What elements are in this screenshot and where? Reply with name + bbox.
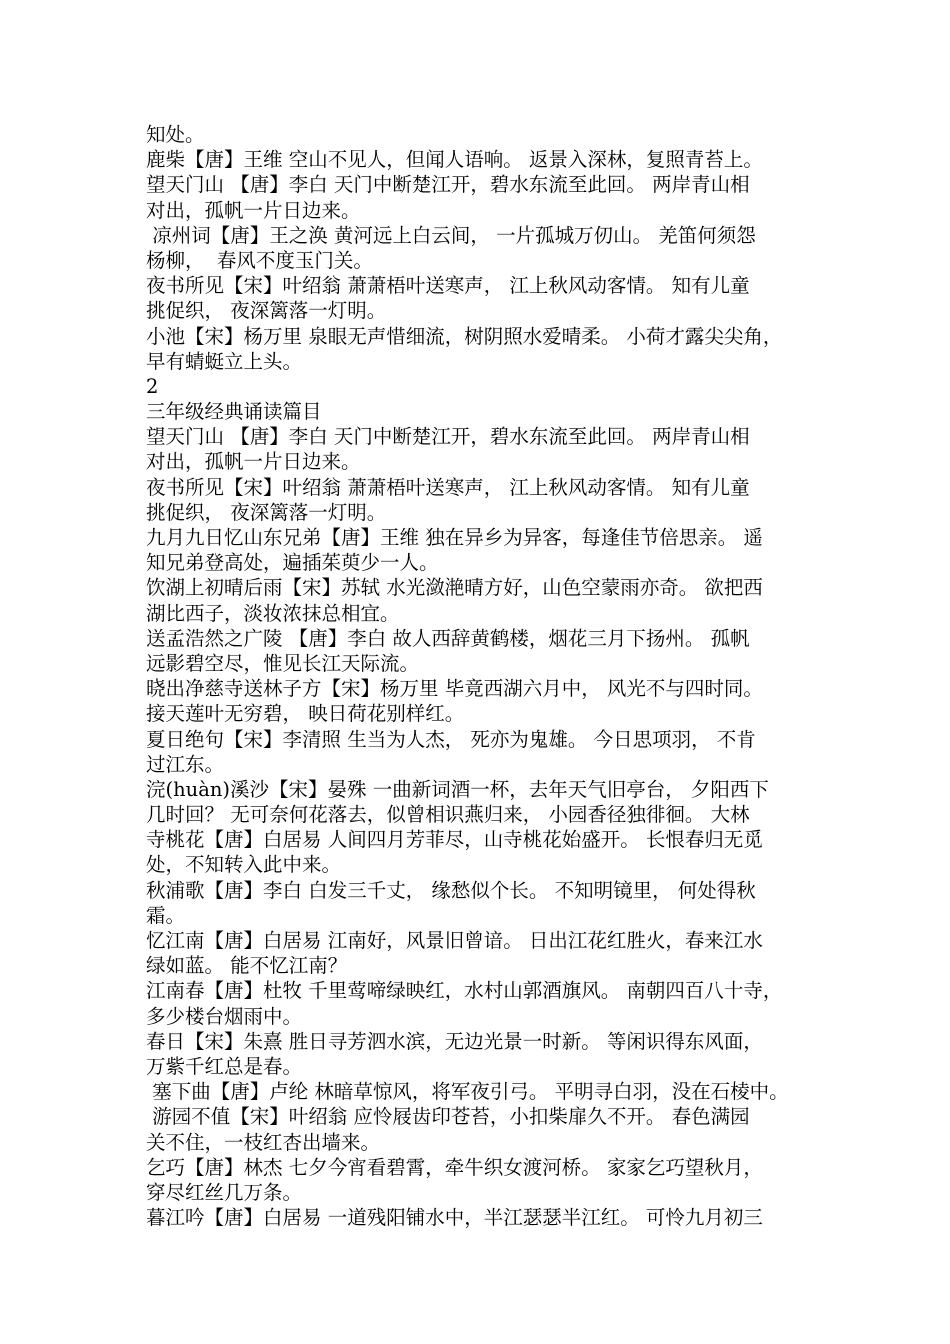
text-line: 秋浦歌【唐】李白 白发三千丈， 缘愁似个长。 不知明镜里， 何处得秋 — [146, 878, 756, 902]
text-line: 乞巧【唐】林杰 七夕今宵看碧霄，牵牛织女渡河桥。 家家乞巧望秋月， — [146, 1155, 763, 1179]
text-line: 鹿柴【唐】王维 空山不见人，但闻人语响。 返景入深林，复照青苔上。 — [146, 148, 763, 172]
text-line: 挑促织， 夜深篱落一灯明。 — [146, 299, 387, 323]
text-line: 春日【宋】朱熹 胜日寻芳泗水滨，无边光景一时新。 等闲识得东风面， — [146, 1029, 763, 1053]
text-line: 饮湖上初晴后雨【宋】苏轼 水光潋滟晴方好，山色空蒙雨亦奇。 欲把西 — [146, 576, 763, 600]
text-line: 霜。 — [146, 903, 186, 927]
text-line: 望天门山 【唐】李白 天门中断楚江开，碧水东流至此回。 两岸青山相 — [146, 425, 750, 449]
text-line: 杨柳， 春风不度玉门关。 — [146, 248, 373, 272]
text-line: 接天莲叶无穷碧， 映日荷花别样红。 — [146, 702, 465, 726]
text-line: 处，不知转入此中来。 — [146, 853, 342, 877]
text-line: 过江东。 — [146, 752, 225, 776]
text-line: 游园不值【宋】叶绍翁 应怜屐齿印苍苔，小扣柴扉久不开。 春色满园 — [146, 1105, 750, 1129]
text-line: 挑促织， 夜深篱落一灯明。 — [146, 500, 387, 524]
text-line: 忆江南【唐】白居易 江南好，风景旧曾谙。 日出江花红胜火，春来江水 — [146, 929, 763, 952]
text-line: 万紫千红总是春。 — [146, 1054, 303, 1078]
text-line: 江南春【唐】杜牧 千里莺啼绿映红，水村山郭酒旗风。 南朝四百八十寺， — [146, 979, 783, 1003]
text-line: 早有蜻蜓立上头。 — [146, 349, 303, 373]
text-line: 塞下曲【唐】卢纶 林暗草惊风，将军夜引弓。 平明寻白羽，没在石棱中。 — [146, 1080, 789, 1104]
text-line: 多少楼台烟雨中。 — [146, 1004, 303, 1028]
text-line: 凉州词【唐】王之涣 黄河远上白云间， 一片孤城万仞山。 羌笛何须怨 — [146, 223, 756, 247]
text-line: 对出，孤帆一片日边来。 — [146, 198, 361, 222]
text-line: 晓出净慈寺送林子方【宋】杨万里 毕竟西湖六月中， 风光不与四时同。 — [146, 677, 763, 701]
text-line: 穿尽红丝几万条。 — [146, 1180, 303, 1204]
text-line: 湖比西子，淡妆浓抹总相宜。 — [146, 601, 400, 625]
text-line: 夜书所见【宋】叶绍翁 萧萧梧叶送寒声， 江上秋风动客情。 知有儿童 — [146, 274, 750, 298]
text-line: 浣(huàn)溪沙【宋】晏殊 一曲新词酒一杯，去年天气旧亭台， 夕阳西下 — [146, 777, 769, 801]
text-line: 望天门山 【唐】李白 天门中断楚江开，碧水东流至此回。 两岸青山相 — [146, 173, 750, 197]
text-line: 九月九日忆山东兄弟【唐】王维 独在异乡为异客，每逢佳节倍思亲。 遥 — [146, 526, 763, 549]
text-line: 夜书所见【宋】叶绍翁 萧萧梧叶送寒声， 江上秋风动客情。 知有儿童 — [146, 475, 750, 499]
text-line: 小池【宋】杨万里 泉眼无声惜细流，树阴照水爱晴柔。 小荷才露尖尖角， — [146, 324, 783, 348]
document-page — [146, 122, 826, 1230]
text-line: 夏日绝句【宋】李清照 生当为人杰， 死亦为鬼雄。 今日思项羽， 不肯 — [146, 727, 756, 751]
text-line: 知处。 — [146, 123, 205, 146]
text-line: 送孟浩然之广陵 【唐】李白 故人西辞黄鹤楼，烟花三月下扬州。 孤帆 — [146, 626, 750, 650]
text-line: 寺桃花【唐】白居易 人间四月芳菲尽，山寺桃花始盛开。 长恨春归无觅 — [146, 828, 763, 852]
section-heading: 三年级经典诵读篇目 — [146, 400, 322, 424]
text-line: 对出，孤帆一片日边来。 — [146, 450, 361, 474]
text-line: 绿如蓝。 能不忆江南？ — [146, 954, 348, 978]
text-line: 知兄弟登高处，遍插茱萸少一人。 — [146, 551, 439, 575]
text-line: 暮江吟【唐】白居易 一道残阳铺水中，半江瑟瑟半江红。 可怜九月初三 — [146, 1206, 763, 1230]
page-number: 2 — [146, 374, 159, 398]
text-line: 几时回？ 无可奈何花落去，似曾相识燕归来， 小园香径独徘徊。 大林 — [146, 803, 750, 827]
text-line: 远影碧空尽，惟见长江天际流。 — [146, 651, 420, 675]
text-line: 关不住，一枝红杏出墙来。 — [146, 1130, 381, 1154]
